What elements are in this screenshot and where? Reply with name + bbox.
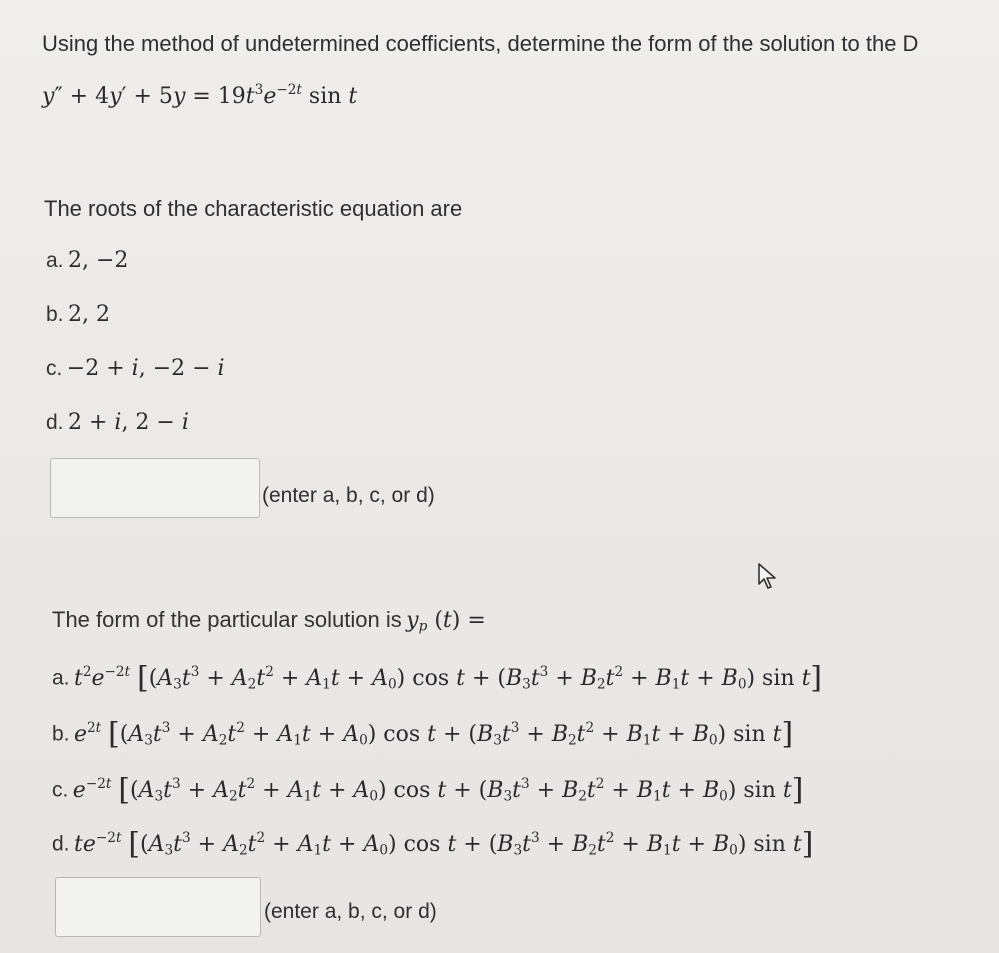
option-value: 2, −2	[67, 248, 129, 273]
roots-option-a	[46, 248, 128, 273]
option-value: 2, 2	[67, 302, 110, 327]
option-expression: $e^{2t}$ [$(A_3t^3 + A_2t^2 + A_1t + A_0)$ $\cos t + (B_3t^3 + B_2t^2 + B_1t + B_0)$ sin t]	[73, 716, 794, 751]
option-letter: b.	[46, 303, 64, 326]
option-value: −2 + i, −2 − i	[66, 356, 225, 381]
particular-option-a	[52, 660, 822, 695]
option-value: 2 + i, 2 − i	[67, 410, 189, 435]
option-letter: a.	[46, 249, 64, 272]
particular-answer-hint: (enter a, b, c, or d)	[264, 900, 437, 923]
particular-option-d	[52, 826, 813, 861]
option-letter: d.	[46, 411, 64, 434]
option-letter: c.	[46, 357, 63, 380]
roots-option-d	[46, 410, 189, 435]
option-letter: a.	[52, 666, 70, 690]
option-letter: d.	[52, 832, 70, 856]
particular-heading-text: The form of the particular solution is	[52, 607, 402, 632]
roots-answer-input[interactable]	[50, 458, 260, 518]
mouse-pointer-icon	[757, 562, 779, 590]
option-expression: $t^2e^{-2t}$ [$(A_3t^3 + A_2t^2 + A_1t + A_0)$ $\cos t + (B_3t^3 + B_2t^2 + B_1t + B_0)$ sin t]	[73, 660, 822, 695]
option-letter: c.	[52, 778, 69, 802]
roots-answer-hint: (enter a, b, c, or d)	[262, 484, 435, 507]
roots-option-b	[46, 302, 110, 327]
ode-equation: $y'' + 4y' + 5y = 19t^3e^{-2t}$ sin t	[42, 82, 358, 109]
particular-heading-math: $y_p$ (t) =	[406, 608, 486, 635]
particular-answer-input[interactable]	[55, 877, 261, 937]
option-expression: $te^{-2t}$ [$(A_3t^3 + A_2t^2 + A_1t + A_0)$ $\cos t + (B_3t^3 + B_2t^2 + B_1t + B_0)$ sin t]	[73, 826, 814, 861]
roots-option-c	[46, 356, 225, 381]
option-expression: $e^{-2t}$ [$(A_3t^3 + A_2t^2 + A_1t + A_0)$ $\cos t + (B_3t^3 + B_2t^2 + B_1t + B_0)$ sin t]	[72, 772, 804, 807]
particular-option-c	[52, 772, 803, 807]
roots-heading: The roots of the characteristic equation are	[44, 196, 463, 221]
particular-heading	[52, 607, 486, 633]
particular-option-b	[52, 716, 793, 751]
question-prompt: Using the method of undetermined coefficients, determine the form of the solution to the D	[42, 31, 919, 56]
option-letter: b.	[52, 722, 70, 746]
